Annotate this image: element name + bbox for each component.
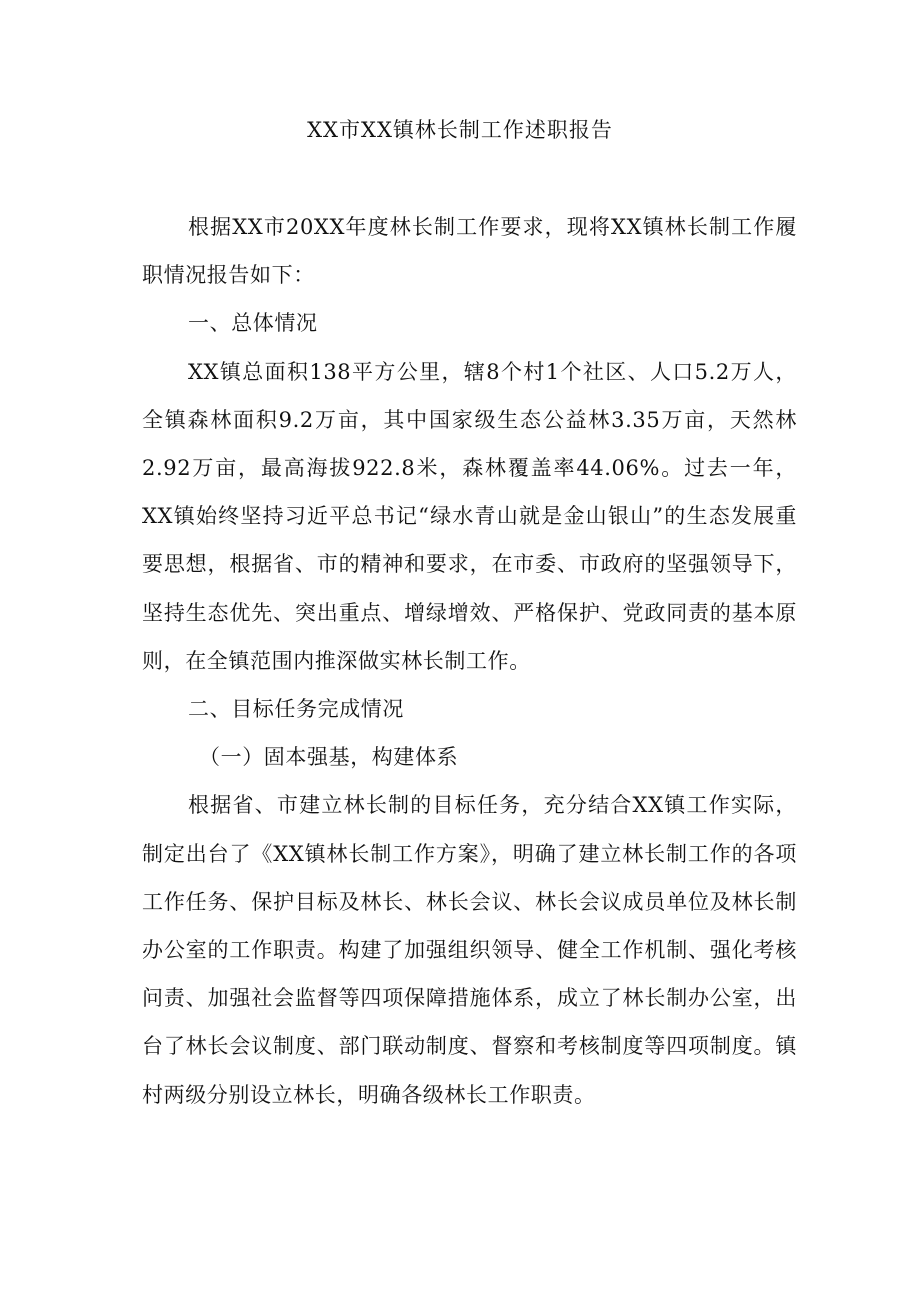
section-heading-targets: 二、目标任务完成情况 <box>188 697 404 722</box>
document-body <box>142 203 797 1119</box>
section-heading-overview: 一、总体情况 <box>188 311 318 336</box>
document-title: XX市XX镇林长制工作述职报告 <box>307 118 613 142</box>
subsection-heading-foundation: （一）固本强基，构建体系 <box>199 745 459 770</box>
intro-paragraph: 根据XX市20XX年度林长制工作要求，现将XX镇林长制工作履职情况报告如下： <box>142 215 797 288</box>
overview-paragraph: XX镇总面积138平方公里，辖8个村1个社区、人口5.2万人，全镇森林面积9.2万亩，其中国家级生态公益林3.35万亩，天然林2.92万亩，最高海拔922.8米，森林覆盖率44.06%。过去一年，XX镇始终坚持习近平总书记“绿水青山就是金山银山”的生态发展重要思想，根据省、市的精神和要求，在市委、市政府的坚强领导下，坚持生态优先、突出重点、增绿增效、严格保护、党政同责的基本原则，在全镇范围内推深做实林长制工作。 <box>142 359 797 673</box>
foundation-paragraph: 根据省、市建立林长制的目标任务，充分结合XX镇工作实际，制定出台了《XX镇林长制工作方案》，明确了建立林长制工作的各项工作任务、保护目标及林长、林长会议、林长会议成员单位及林长制办公室的工作职责。构建了加强组织领导、健全工作机制、强化考核问责、加强社会监督等四项保障措施体系，成立了林长制办公室，出台了林长会议制度、部门联动制度、督察和考核制度等四项制度。镇村两级分别设立林长，明确各级林长工作职责。 <box>142 793 797 1107</box>
